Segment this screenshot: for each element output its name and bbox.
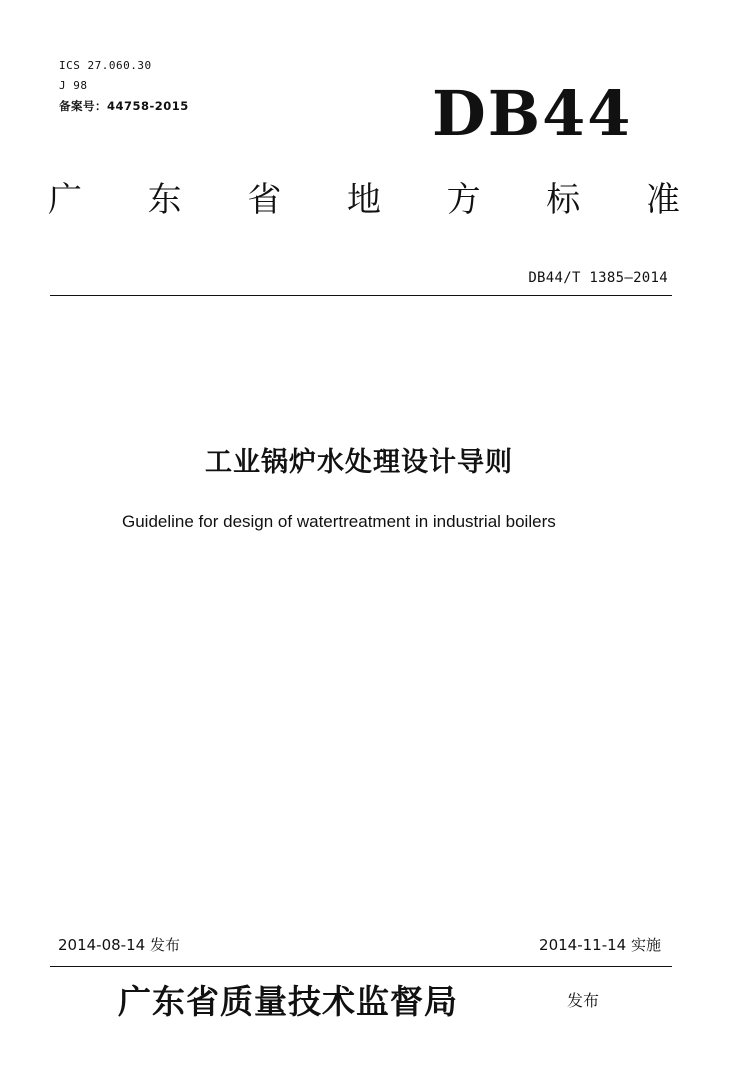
implement-date: 2014-11-14 实施 [539, 936, 661, 954]
ics-code: ICS 27.060.30 [59, 59, 152, 72]
top-divider [50, 295, 672, 296]
issue-date: 2014-08-14 发布 [58, 936, 180, 954]
document-title-chinese: 工业锅炉水处理设计导则 [205, 447, 513, 478]
ccs-code: J 98 [59, 79, 88, 92]
standard-type-char: 东 [147, 180, 182, 220]
standard-type-char: 准 [645, 180, 680, 220]
header-meta [59, 56, 189, 116]
record-number: 备案号：44758-2015 [59, 99, 189, 113]
standard-type-char: 广 [48, 180, 82, 220]
publisher-suffix: 发布 [567, 991, 600, 1010]
publisher-name: 广东省质量技术监督局 [118, 982, 458, 1021]
db44-logo: DB44 [432, 77, 633, 150]
standard-number: DB44/T 1385—2014 [528, 270, 668, 286]
bottom-divider [50, 966, 672, 967]
standard-type-char: 方 [446, 180, 481, 220]
standard-type-char: 省 [247, 180, 282, 220]
standard-type-heading [48, 172, 680, 221]
document-title-english: Guideline for design of watertreatment in industrial boilers [122, 512, 556, 531]
standard-type-char: 标 [546, 180, 581, 220]
standard-type-char: 地 [346, 180, 381, 220]
